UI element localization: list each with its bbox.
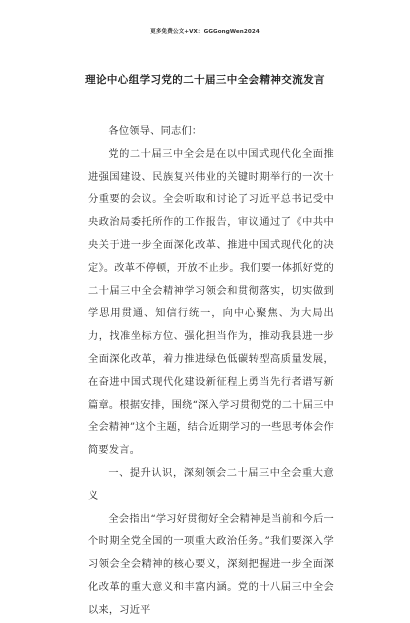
header-note: 更多免费公文+VX：GGGongWen2024 <box>150 29 260 35</box>
section-heading-1: 一、提升认识，深刻领会二十届三中全会重大意义 <box>88 467 334 502</box>
document-body <box>88 121 334 623</box>
paragraph-section-1: 全会指出“学习好贯彻好全会精神是当前和今后一个时期全党全国的一项重大政治任务。”我们要深入学习领会全会精神的核心要义，深刻把握进一步全面深化改革的重大意义和丰富内涵。党的十八届三中全会以来，习近平 <box>88 513 334 616</box>
document-title: 理论中心组学习党的二十届三中全会精神交流发言 <box>85 74 325 86</box>
salutation: 各位领导、同志们： <box>108 126 203 137</box>
paragraph-intro: 党的二十届三中全会是在以中国式现代化全面推进强国建设、民族复兴伟业的关键时期举行的一次十分重要的会议。全会听取和讨论了习近平总书记受中央政治局委托所作的工作报告，审议通过了《中共中央关于进一步全面深化改革、推进中国式现代化的决定》。改革不停顿，开放不止步。我们要一体抓好党的二十届三中全会精神学习领会和贯彻落实，切实做到学思用贯通、知信行统一，向中心聚焦、为大局出力，找准坐标方位、强化担当作为，推动我县进一步全面深化改革，着力推进绿色低碳转型高质量发展，在奋进中国式现代化建设新征程上勇当先行者谱写新篇章。根据安排，围绕“深入学习贯彻党的二十届三中全会精神”这个主题，结合近期学习的一些思考体会作简要发言。 <box>88 148 334 457</box>
